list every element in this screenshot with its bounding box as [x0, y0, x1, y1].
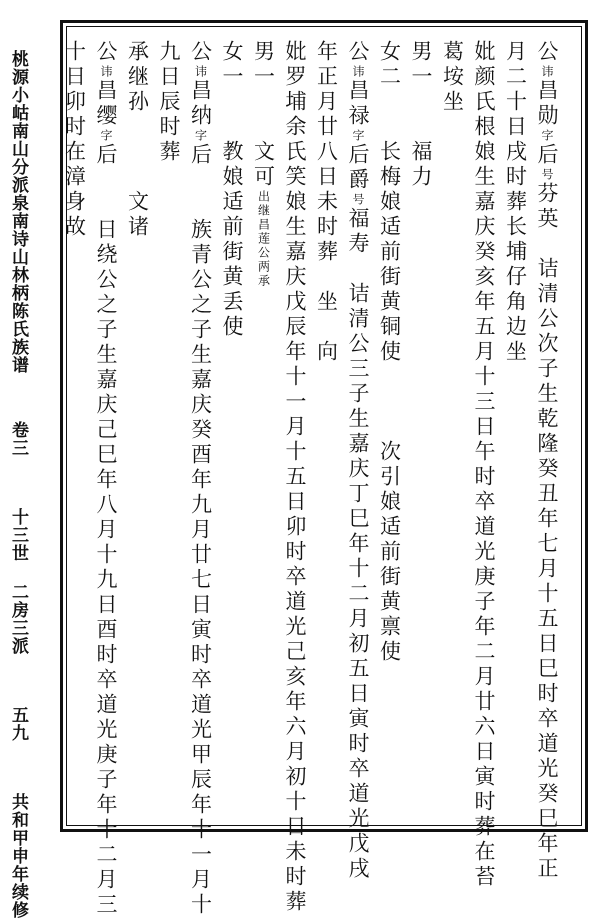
annotation-text: 字 [540, 129, 554, 143]
text-column [316, 40, 337, 365]
text-column [95, 40, 116, 918]
column-text: 昌缨 [94, 79, 118, 129]
text-column [442, 40, 463, 115]
text-column [221, 40, 242, 340]
column-text: 芬英 诘清公次子生乾隆癸丑年七月十五日巳时卒道光癸巳年正 [535, 182, 559, 882]
annotation-text: 讳 [99, 65, 113, 79]
annotation-text: 号 [351, 193, 365, 207]
text-column [347, 40, 368, 882]
column-text: 公 [188, 40, 213, 65]
book-title: 桃源小岵南山分派泉南诗山林柄陈氏族谱 [8, 50, 28, 374]
page-number: 五九 [8, 706, 28, 742]
column-text: 葛垵坐 [440, 40, 465, 115]
text-column [505, 40, 526, 365]
column-text: 女二 长梅娘适前街黄铜使 次引娘适前街黄禀使 [377, 40, 402, 665]
text-column [536, 40, 557, 882]
annotation-text: 讳 [351, 65, 365, 79]
column-text: 昌纳 [188, 79, 213, 129]
annotation-text: 字 [193, 129, 208, 143]
column-text: 福寿 诘清公三子生嘉庆丁巳年十二月初五日寅时卒道光戊戌 [346, 207, 370, 882]
column-text: 十日卯时在漳身故 [62, 40, 87, 240]
volume-label: 卷三 [8, 421, 28, 457]
column-text: 男一 福力 [409, 40, 433, 190]
text-column [473, 40, 494, 890]
text-column [158, 40, 179, 165]
column-text: 昌勋 [535, 79, 559, 129]
text-column [379, 40, 400, 665]
text-column [127, 40, 148, 240]
text-column [410, 40, 431, 190]
column-text: 九日辰时葬 [157, 40, 181, 165]
text-column [253, 40, 274, 288]
side-margin [6, 50, 31, 919]
generation-label: 十三世 二房三派 [8, 508, 28, 655]
annotation-text: 讳 [540, 65, 554, 79]
column-text: 后 族青公之子生嘉庆癸酉年九月廿七日寅时卒道光甲辰年十一月十 [188, 143, 213, 918]
annotation-text: 讳 [193, 65, 208, 79]
annotation-text: 出继昌莲公两承 [256, 190, 271, 288]
text-column [190, 40, 211, 918]
column-text: 男一 文可 [251, 40, 276, 190]
annotation-text: 字 [351, 129, 365, 143]
column-text: 昌禄 [346, 79, 370, 129]
annotation-text: 字 [99, 129, 113, 143]
column-text: 后 日绕公之子生嘉庆己巳年八月十九日酉时卒道光庚子年十二月三 [94, 143, 118, 918]
text-column [284, 40, 305, 915]
column-text: 承继孙 文诸 [125, 40, 150, 240]
column-text: 后 [535, 143, 559, 168]
column-text: 公 [346, 40, 370, 65]
column-text: 女一 教娘适前街黄丢使 [220, 40, 244, 340]
column-text: 后爵 [346, 143, 370, 193]
column-text: 公 [535, 40, 559, 65]
column-text: 月二十日戌时葬长埔仔角边坐 [503, 40, 528, 365]
column-text: 妣罗埔余氏笑娘生嘉庆戊辰年十一月十五日卯时卒道光己亥年六月初十日未时葬 [283, 40, 307, 915]
text-column [64, 40, 85, 240]
edition-label: 共和甲申年续修 [8, 793, 28, 919]
column-text: 公 [94, 40, 118, 65]
annotation-text: 号 [540, 168, 554, 182]
column-text: 年正月廿八日未时葬 坐 向 [314, 40, 339, 365]
column-text: 妣颜氏根娘生嘉庆癸亥年五月十三日午时卒道光庚子年二月廿六日寅时葬在苔 [472, 40, 496, 890]
